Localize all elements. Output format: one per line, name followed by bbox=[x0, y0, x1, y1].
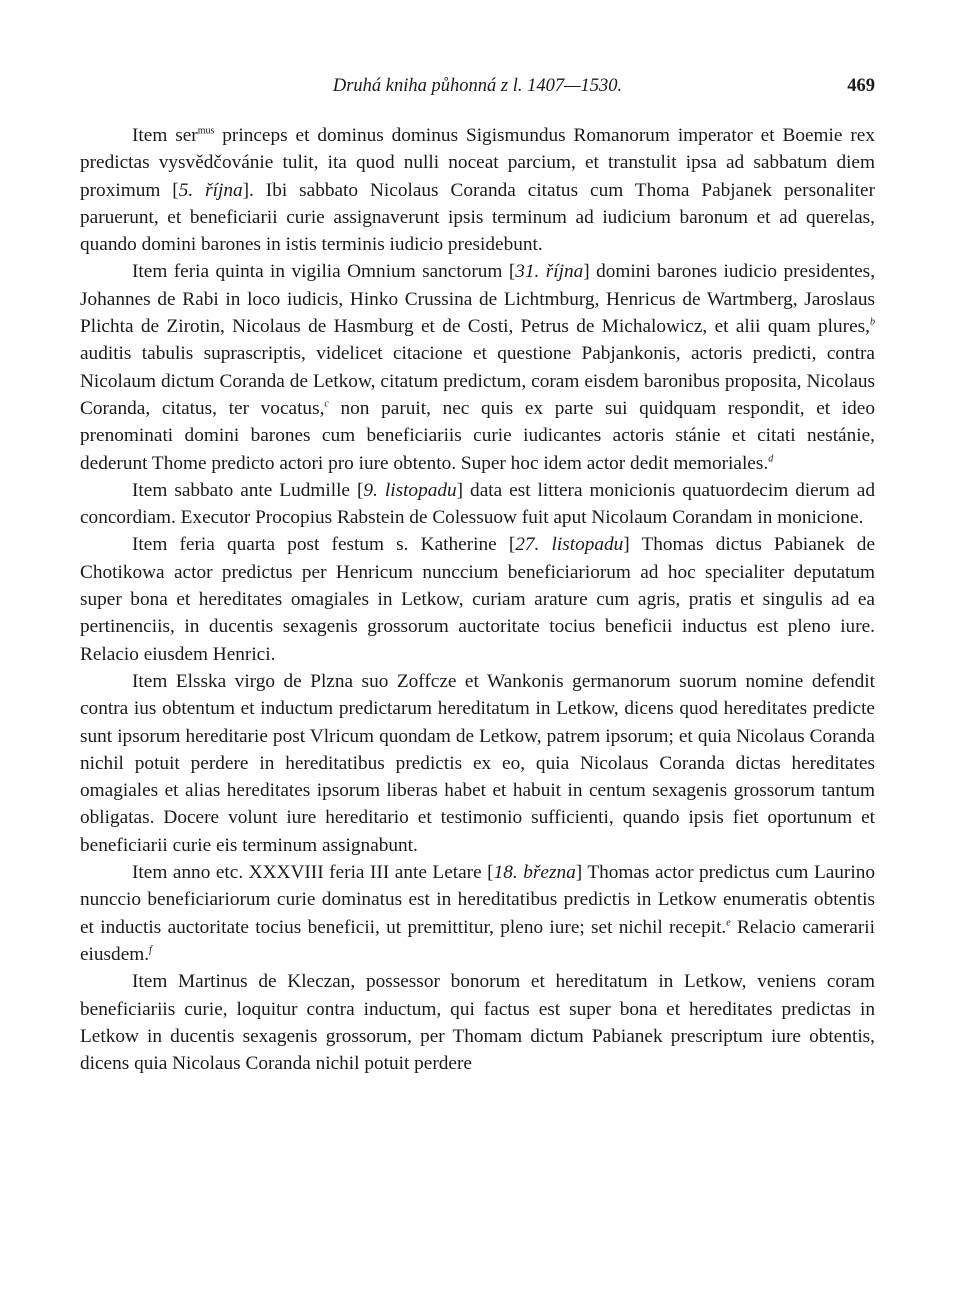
text-run: Item feria quarta post festum s. Katherine [ bbox=[132, 534, 516, 556]
editorial-date: 31. října bbox=[515, 261, 584, 283]
footnote-marker: f bbox=[149, 944, 152, 956]
text-run: Item anno etc. XXXVIII feria III ante Letare [ bbox=[132, 862, 494, 884]
running-header bbox=[80, 70, 875, 106]
paragraph bbox=[80, 122, 875, 258]
editorial-date: 27. listopadu bbox=[515, 534, 624, 556]
text-run: ] domini barones iudicio presidentes, Johannes de Rabi in loco iudicis, Hinko Crussina de Lichtmburg, Henricus de Wartmberg, Jaroslaus Plichta de Zirotin, Nicolaus de Hasmburg et de Costi, Petrus de Michalowicz, et alii quam plures, bbox=[80, 261, 876, 338]
editorial-date: 5. října bbox=[178, 179, 243, 201]
body-text bbox=[80, 122, 875, 1077]
paragraph bbox=[80, 258, 875, 476]
running-title: Druhá kniha půhonná z l. 1407—1530. bbox=[332, 76, 623, 96]
paragraph bbox=[80, 668, 875, 859]
paragraph bbox=[80, 968, 875, 1077]
editorial-date: 18. března bbox=[493, 862, 576, 884]
paragraph bbox=[80, 859, 875, 968]
text-run: ] Thomas actor predictus cum Laurino nunccio beneficiariorum curie dominatus est in hereditatibus predictis in Letkow enumeratis obtentis et inductis auctoritate tocius beneficii, ut premittitur, pleno iure; set nichil recepit. bbox=[80, 862, 875, 938]
text-run: Relacio camerarii eiusdem. bbox=[80, 916, 875, 965]
text-run: non paruit, nec quis ex parte sui quidquam respondit, et ideo prenominati domini barones cum beneficiariis curie iudicantes actoris stánie et citati nestánie, dederunt Thome predicto actori pro iure obtento. Super hoc idem actor dedit memoriales. bbox=[80, 397, 875, 474]
text-run: ] Thomas dictus Pabianek de Chotikowa actor predictus per Henricum nunccium beneficiariorum ad hoc specialiter deputatum super bona et hereditates omagiales in Letkow, curiam arature cum agris, pratis et singulis ad ea pertinenciis, in ducentis sexagenis grossorum auctoritate tocius beneficii inductus est pleno iure. Relacio eiusdem Henrici. bbox=[80, 534, 875, 665]
text-run: Item ser bbox=[132, 125, 198, 146]
text-run: auditis tabulis suprascriptis, videlicet citacione et questione Pabjankonis, actoris predicti, contra Nicolaum dictum Coranda de Letkow, citatum predictum, coram eisdem baronibus proposita, Nicolaus Coranda, citatus, ter vocatus, bbox=[80, 343, 875, 419]
footnote-marker: d bbox=[768, 453, 774, 465]
document-page bbox=[80, 70, 875, 1077]
footnote-marker: c bbox=[324, 398, 329, 410]
editorial-date: 9. listopadu bbox=[363, 479, 457, 501]
paragraph bbox=[80, 477, 875, 532]
text-run: Item feria quinta in vigilia Omnium sanctorum [ bbox=[132, 261, 516, 283]
footnote-marker: b bbox=[870, 316, 875, 328]
text-run: princeps et dominus dominus Sigismundus Romanorum imperator et Boemie rex predictas vysvědčovánie tulit, ita quod nulli noceat parcium, et transtulit ipsa ad sabbatum diem proximum [ bbox=[80, 125, 875, 201]
text-run: Item sabbato ante Ludmille [ bbox=[132, 479, 364, 501]
footnote-marker: mus bbox=[197, 125, 215, 137]
text-run: ]. Ibi sabbato Nicolaus Coranda citatus cum Thoma Pabjanek personaliter paruerunt, et beneficiarii curie assignaverunt ipsis terminum ad iudicium baronum et ad querelas, quando domini barones in istis terminis iudicio presidebunt. bbox=[80, 179, 876, 256]
text-run: Item Elsska virgo de Plzna suo Zoffcze et Wankonis germanorum suorum nomine defendit contra ius obtentum et inductum predictarum hereditatum in Letkow, dicens quod hereditates predicte sunt ipsorum hereditarie post Vlricum quondam de Letkow, patrem ipsorum; et quia Nicolaus Coranda nichil potuit perdere in hereditatibus predictis ex eo, quia Nicolaus Coranda dictas hereditates omagiales et alias hereditates ipsorum liberas habet et habuit in centum sexagenis grossorum tantum obligatas. Docere volunt iure hereditario et testimonio sufficienti, quando ipsis fiet oportunum et beneficiarii curie eis terminum assignabunt. bbox=[80, 670, 875, 856]
text-run: Item Martinus de Kleczan, possessor bonorum et hereditatum in Letkow, veniens coram beneficiariis curie, loquitur contra inductum, qui factus est super bona et hereditates predictas in Letkow in ducentis sexagenis grossorum, per Thomam dictum Pabianek prescriptum iure obtentis, dicens quia Nicolaus Coranda nichil potuit perdere bbox=[80, 971, 875, 1075]
footnote-marker: e bbox=[726, 917, 731, 929]
paragraph bbox=[80, 531, 875, 667]
text-run: ] data est littera monicionis quatuordecim dierum ad concordiam. Executor Procopius Rabstein de Colessuow fuit aput Nicolaum Corandam in monicione. bbox=[80, 479, 875, 529]
page-number: 469 bbox=[847, 76, 875, 96]
